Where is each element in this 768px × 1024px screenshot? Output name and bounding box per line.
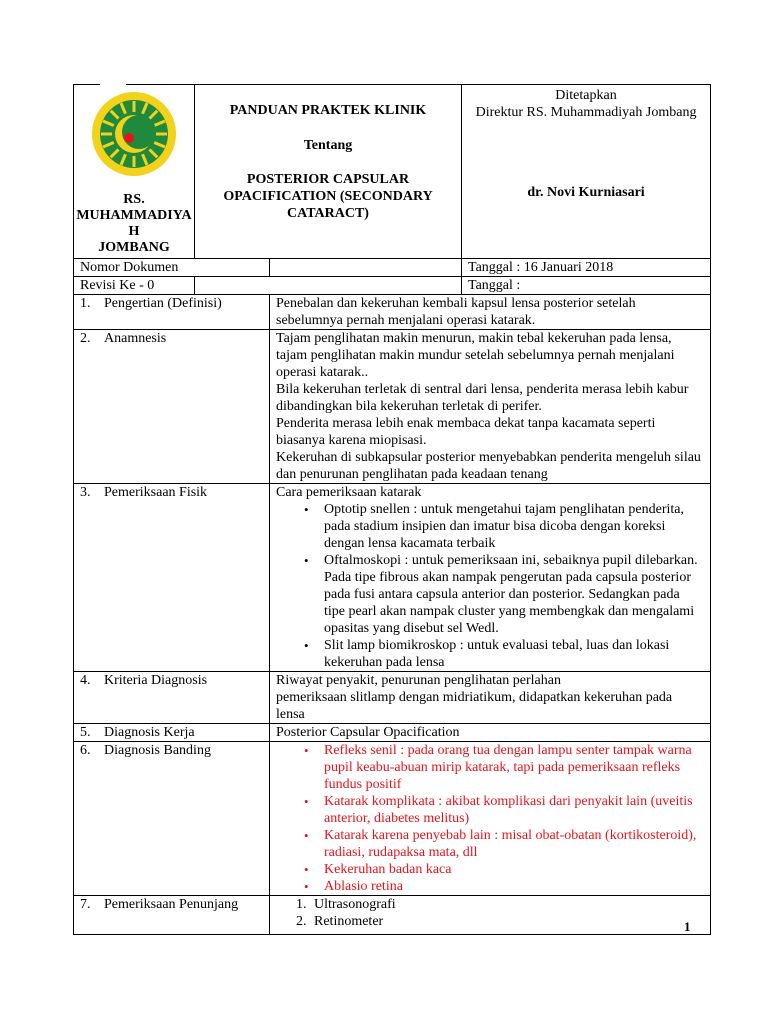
section-working-diagnosis: [74, 724, 711, 742]
list-item: 1. Ultrasonografi: [296, 897, 396, 912]
title-cell: [195, 85, 462, 259]
section-content: [270, 742, 711, 896]
section-content: Penebalan dan kekeruhan kembali kapsul lensa posterior setelah sebelumnya pernah menjalani operasi katarak.: [270, 295, 711, 330]
date-established: Tanggal : 16 Januari 2018: [462, 259, 711, 277]
section-label: 6. Diagnosis Banding: [74, 742, 270, 896]
revision-row: [74, 277, 711, 295]
document-page: [73, 84, 710, 935]
header-row: [74, 85, 711, 259]
section-content: Posterior Capsular Opacification: [270, 724, 711, 742]
section-differential-diagnosis: [74, 742, 711, 896]
section-supporting-exam: [74, 896, 711, 935]
section-label: 2. Anamnesis: [74, 330, 270, 484]
list-item: • Katarak karena penyebab lain : misal obat-obatan (kortikosteroid), radiasi, rudapaksa mata, dll: [324, 827, 704, 861]
document-topic: POSTERIOR CAPSULAR OPACIFICATION (SECONDARY CATARACT): [223, 172, 433, 221]
section-label: 3. Pemeriksaan Fisik: [74, 484, 270, 672]
list-item: • Slit lamp biomikroskop : untuk evaluasi tebal, luas dan lokasi kekeruhan pada lensa: [324, 637, 704, 671]
section-content: Tajam penglihatan makin menurun, makin tebal kekeruhan pada lensa, tajam penglihatan makin mundur setelah sebelumnya pernah menjalani operasi katarak.. Bila kekeruhan terletak di sentral dari lensa, penderita merasa lebih kabur dibandingkan bila kekeruhan terletak di perifer. Penderita merasa lebih enak membaca dekat tanpa kacamata seperti biasanya karena miopisasi. Kekeruhan di subkapsular posterior menyebabkan penderita mengeluh silau dan penurunan penglihatan pada keadaan tenang: [270, 330, 711, 484]
section-anamnesis: [74, 330, 711, 484]
doc-number-label: Nomor Dokumen: [74, 259, 270, 277]
list-item: • Katarak komplikata : akibat komplikasi dari penyakit lain (uveitis anterior, diabetes melitus): [324, 793, 704, 827]
revision-label: Revisi Ke - 0: [74, 277, 195, 295]
page-number: 1: [684, 919, 691, 934]
section-diagnosis-criteria: [74, 672, 711, 724]
section-physical-exam: [74, 484, 711, 672]
section-definition: [74, 295, 711, 330]
corner-gap: [100, 84, 126, 85]
section-content: Riwayat penyakit, penurunan penglihatan perlahan pemeriksaan slitlamp dengan midriatikum, didapatkan kekeruhan pada lensa: [270, 672, 711, 724]
section-label: 7. Pemeriksaan Penunjang: [74, 896, 270, 935]
director-label: Direktur RS. Muhammadiyah Jombang: [475, 105, 697, 120]
doc-number-row: [74, 259, 711, 277]
hospital-cell: [74, 85, 195, 259]
doc-number-value: [270, 259, 462, 277]
hospital-logo: [74, 91, 194, 182]
date-revision: Tanggal :: [462, 277, 711, 295]
muhammadiyah-logo-icon: [91, 91, 177, 177]
document-about: Tentang: [303, 138, 353, 153]
section-label: 1. Pengertian (Definisi): [74, 295, 270, 330]
hospital-name: RS. MUHAMMADIYA H JOMBANG: [76, 192, 192, 255]
list-item: • Optotip snellen : untuk mengetahui tajam penglihatan penderita, pada stadium insipien dan imatur bisa dicoba dengan koreksi dengan lensa kacamata terbaik: [324, 501, 704, 552]
list-item: • Refleks senil : pada orang tua dengan lampu senter tampak warna pupil keabu-abuan mirip katarak, tapi pada pemeriksaan refleks fundus positif: [324, 742, 704, 793]
signatory-name: dr. Novi Kurniasari: [527, 185, 645, 200]
section-label: 5. Diagnosis Kerja: [74, 724, 270, 742]
list-item: • Oftalmoskopi : untuk pemeriksaan ini, sebaiknya pupil dilebarkan. Pada tipe fibrous akan nampak pengerutan pada capsula posterior pada fusi antara capsula anterior dan posterior. Sedangkan pada tipe pearl akan nampak cluster yang membengkak dan mengalami opasitas yang disebut sel Wedl.: [324, 552, 704, 637]
section-label: 4. Kriteria Diagnosis: [74, 672, 270, 724]
document-title: PANDUAN PRAKTEK KLINIK: [229, 103, 427, 118]
section-content: Cara pemeriksaan katarak • Optotip snellen : untuk mengetahui tajam penglihatan penderita, pada stadium insipien dan imatur bisa dicoba dengan koreksi dengan lensa kacamata terbaik • Oftalmoskopi : untuk pemeriksaan ini, sebaiknya pupil dilebarkan. Pada tipe fibrous akan nampak pengerutan pada capsula posterior pada fusi antara capsula anterior dan posterior. Sedangkan pada tipe pearl akan nampak cluster yang membengkak dan mengalami opasitas yang disebut sel Wedl. • Slit lamp biomikroskop : untuk evaluasi tebal, luas dan lokasi kekeruhan pada lensa: [270, 484, 711, 672]
list-item: • Ablasio retina: [324, 878, 704, 895]
list-item: • Kekeruhan badan kaca: [324, 861, 704, 878]
clinical-guideline-table: [73, 84, 711, 935]
established-label: Ditetapkan: [555, 88, 617, 103]
list-item: 2. Retinometer: [296, 914, 384, 929]
revision-value: [195, 277, 462, 295]
section-content: [270, 896, 711, 935]
approval-cell: [462, 85, 711, 259]
